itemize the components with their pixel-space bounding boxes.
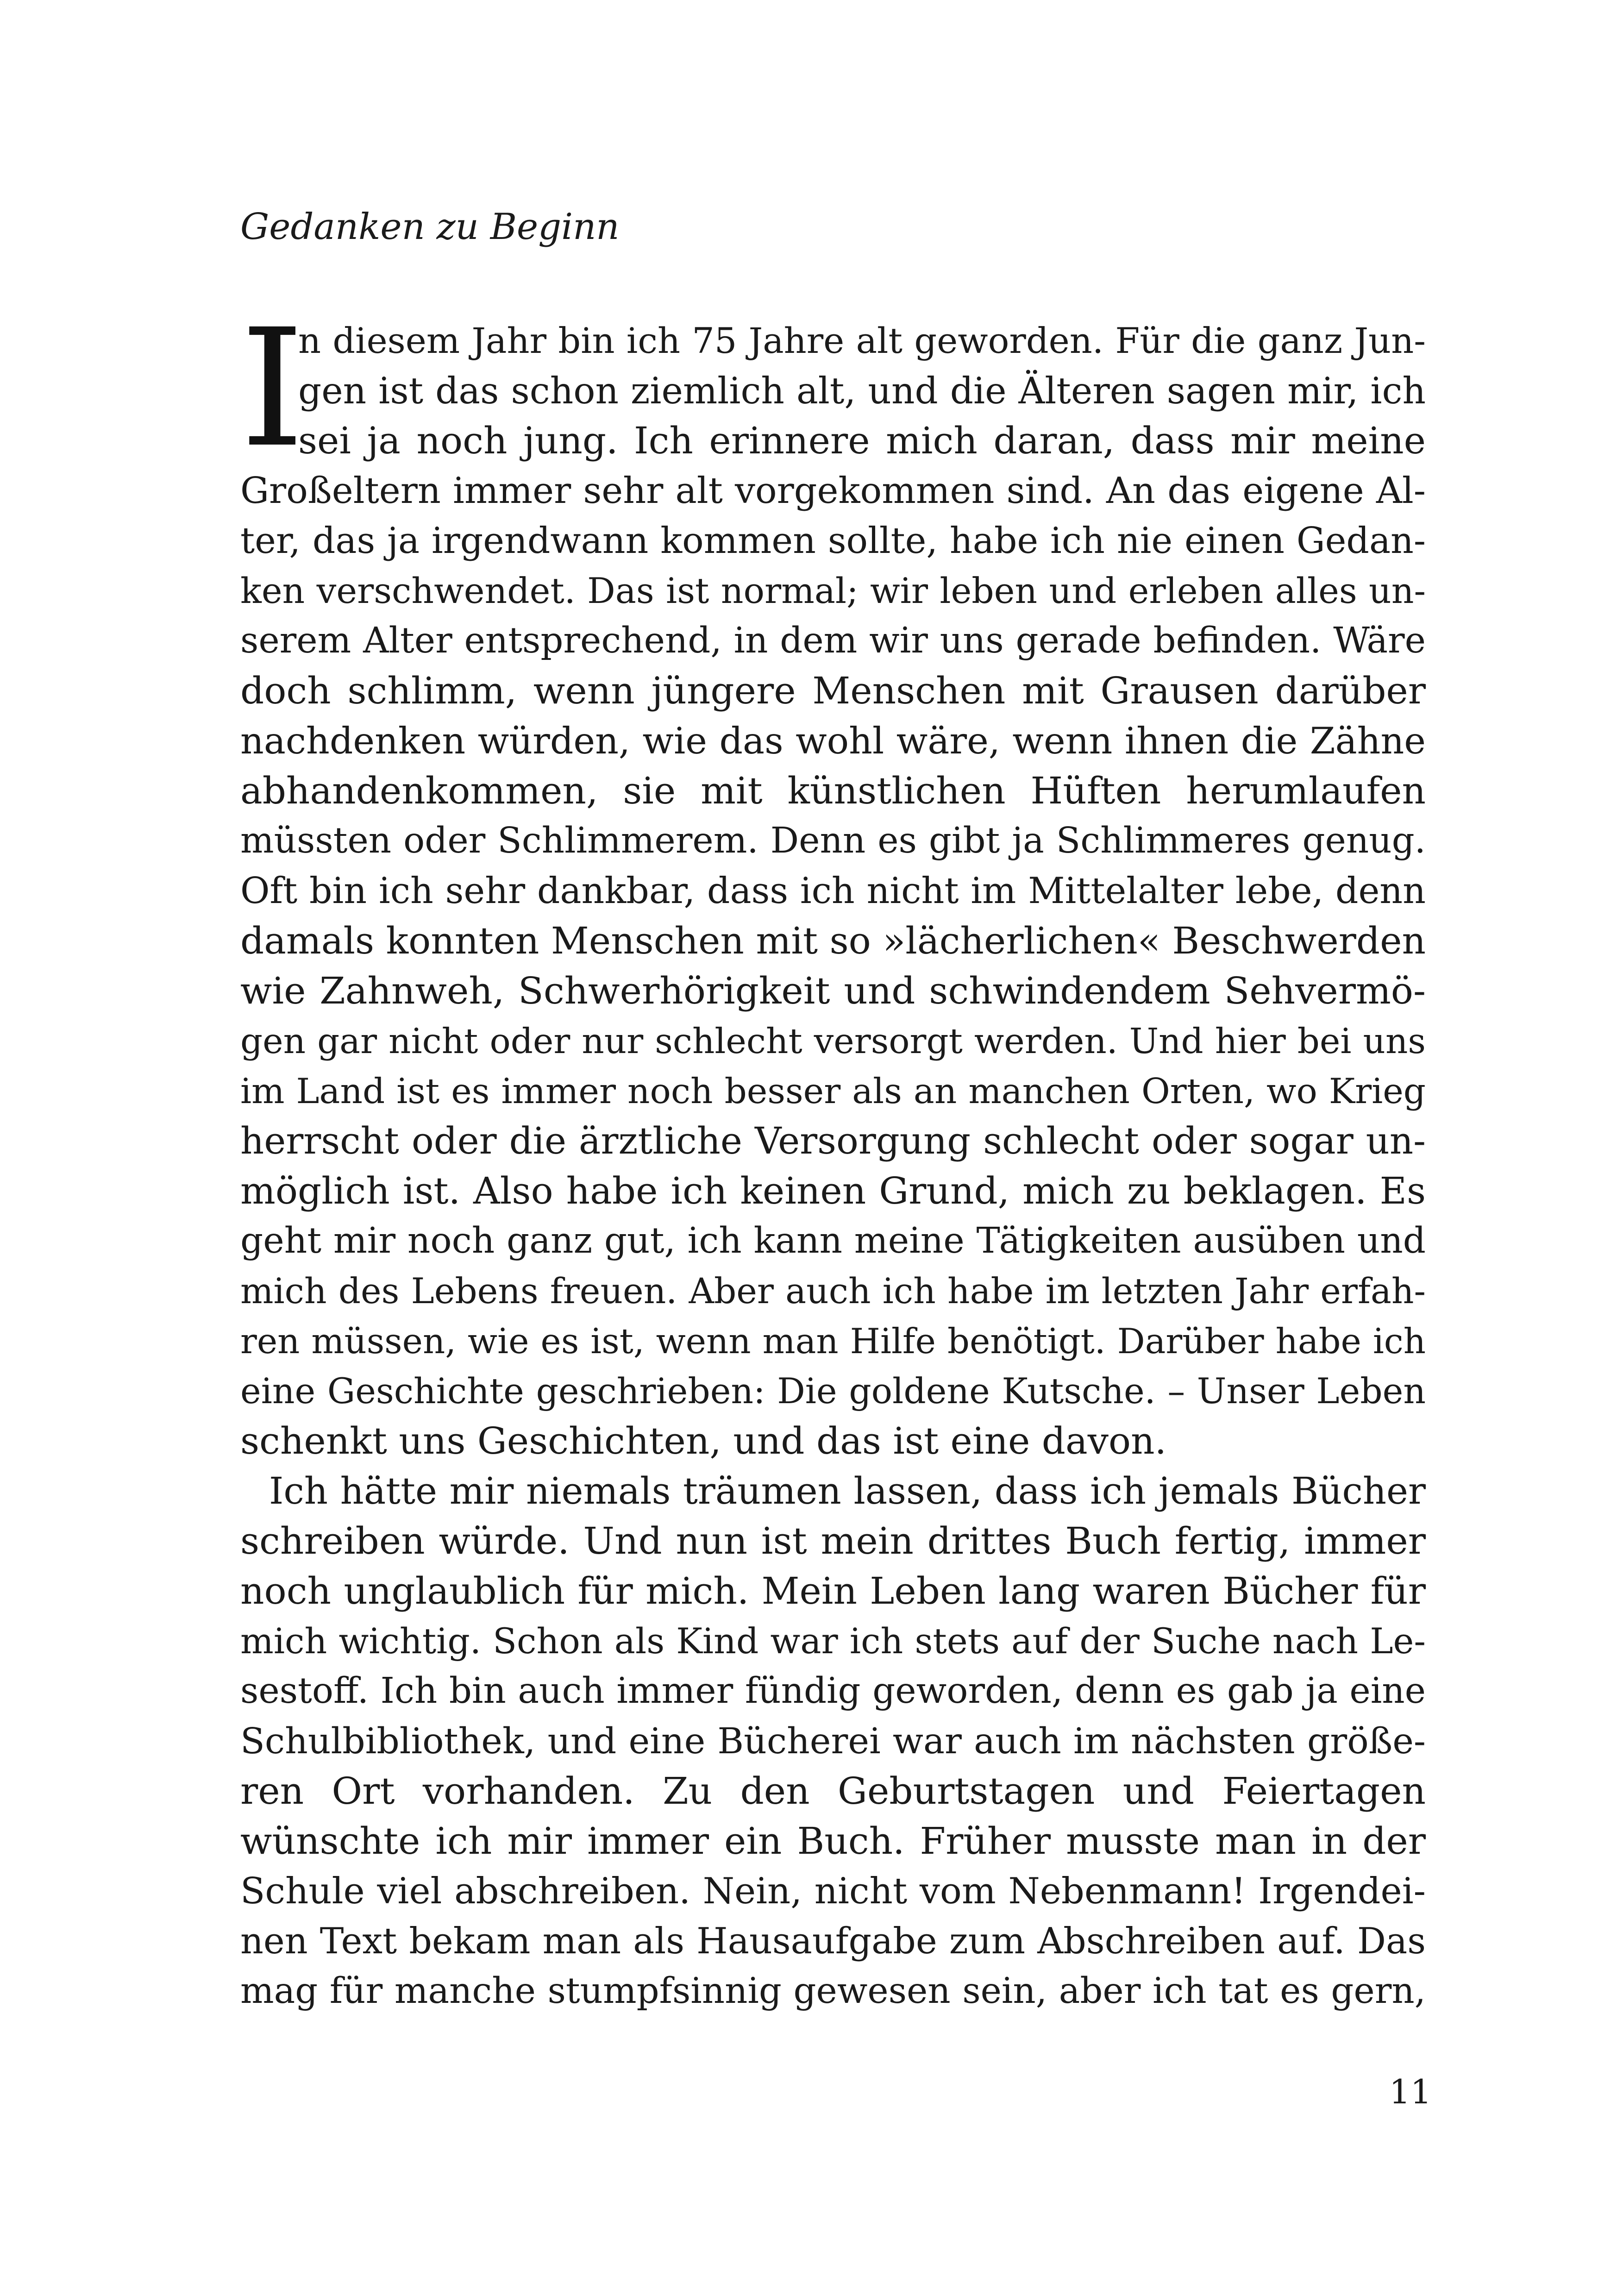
text-line: nachdenken würden, wie das wohl wäre, wenn ihnen die Zähne (240, 720, 1426, 762)
text-line: damals konnten Menschen mit so »lächerlichen« Beschwerden (240, 919, 1426, 962)
text-line: gen ist das schon ziemlich alt, und die Älteren sagen mir, ich (298, 370, 1426, 412)
text-line: sestoff. Ich bin auch immer fündig geworden, denn es gab ja eine (240, 1670, 1426, 1712)
text-line: müssten oder Schlimmerem. Denn es gibt ja Schlimmeres genug. (240, 820, 1426, 861)
chapter-title: Gedanken zu Beginn (240, 206, 620, 248)
text-line: n diesem Jahr bin ich 75 Jahre alt geworden. Für die ganz Jun- (298, 320, 1426, 361)
body-text (240, 294, 1426, 2016)
text-line: Oft bin ich sehr dankbar, dass ich nicht im Mittelalter lebe, denn (240, 870, 1426, 912)
text-line: wünschte ich mir immer ein Buch. Früher musste man in der (240, 1819, 1426, 1863)
text-line: herrscht oder die ärztliche Versorgung schlecht oder sogar un- (240, 1119, 1426, 1162)
text-line: geht mir noch ganz gut, ich kann meine Tätigkeiten ausüben und (240, 1220, 1426, 1261)
text-line: nen Text bekam man als Hausaufgabe zum Abschreiben auf. Das (240, 1920, 1426, 1962)
page-number: 11 (1389, 2072, 1432, 2111)
text-line: abhandenkommen, sie mit künstlichen Hüften herumlaufen (240, 769, 1426, 812)
text-line: Schulbibliothek, und eine Bücherei war auch im nächsten größe- (240, 1720, 1426, 1762)
text-line: mag für manche stumpfsinnig gewesen sein, aber ich tat es gern, (240, 1970, 1426, 2012)
text-line: ren müssen, wie es ist, wenn man Hilfe benötigt. Darüber habe ich (240, 1321, 1426, 1361)
text-line: Schule viel abschreiben. Nein, nicht vom Nebenmann! Irgendei- (240, 1870, 1426, 1912)
text-line: schreiben würde. Und nun ist mein drittes Buch fertig, immer (240, 1519, 1426, 1562)
text-line: mich wichtig. Schon als Kind war ich stets auf der Suche nach Le- (240, 1621, 1426, 1662)
text-line: eine Geschichte geschrieben: Die goldene Kutsche. – Unser Leben (240, 1371, 1426, 1411)
text-line: Ich hätte mir niemals träumen lassen, dass ich jemals Bücher (269, 1469, 1426, 1512)
text-line: sei ja noch jung. Ich erinnere mich daran, dass mir meine (298, 419, 1426, 462)
text-line: ter, das ja irgendwann kommen sollte, habe ich nie einen Gedan- (240, 520, 1426, 562)
text-line: ren Ort vorhanden. Zu den Geburtstagen und Feiertagen (240, 1769, 1426, 1813)
text-line: Großeltern immer sehr alt vorgekommen sind. An das eigene Al- (240, 470, 1426, 512)
paragraph-1 (240, 294, 1426, 1466)
text-line: ken verschwendet. Das ist normal; wir leben und erleben alles un- (240, 571, 1426, 611)
text-line: noch unglaublich für mich. Mein Leben lang waren Bücher für (240, 1569, 1426, 1612)
paragraph-2 (240, 1466, 1426, 2016)
text-line: wie Zahnweh, Schwerhörigkeit und schwindendem Sehvermö- (240, 969, 1426, 1012)
text-line: mich des Lebens freuen. Aber auch ich habe im letzten Jahr erfah- (240, 1271, 1426, 1311)
text-line: doch schlimm, wenn jüngere Menschen mit Grausen darüber (240, 669, 1426, 712)
text-line: schenkt uns Geschichten, und das ist eine davon. (240, 1419, 1166, 1462)
drop-cap: I (240, 294, 305, 483)
text-line: gen gar nicht oder nur schlecht versorgt werden. Und hier bei uns (240, 1021, 1426, 1061)
text-line: serem Alter entsprechend, in dem wir uns gerade befinden. Wäre (240, 620, 1426, 661)
text-line: im Land ist es immer noch besser als an manchen Orten, wo Krieg (240, 1071, 1426, 1111)
text-line: möglich ist. Also habe ich keinen Grund, mich zu beklagen. Es (240, 1169, 1426, 1212)
